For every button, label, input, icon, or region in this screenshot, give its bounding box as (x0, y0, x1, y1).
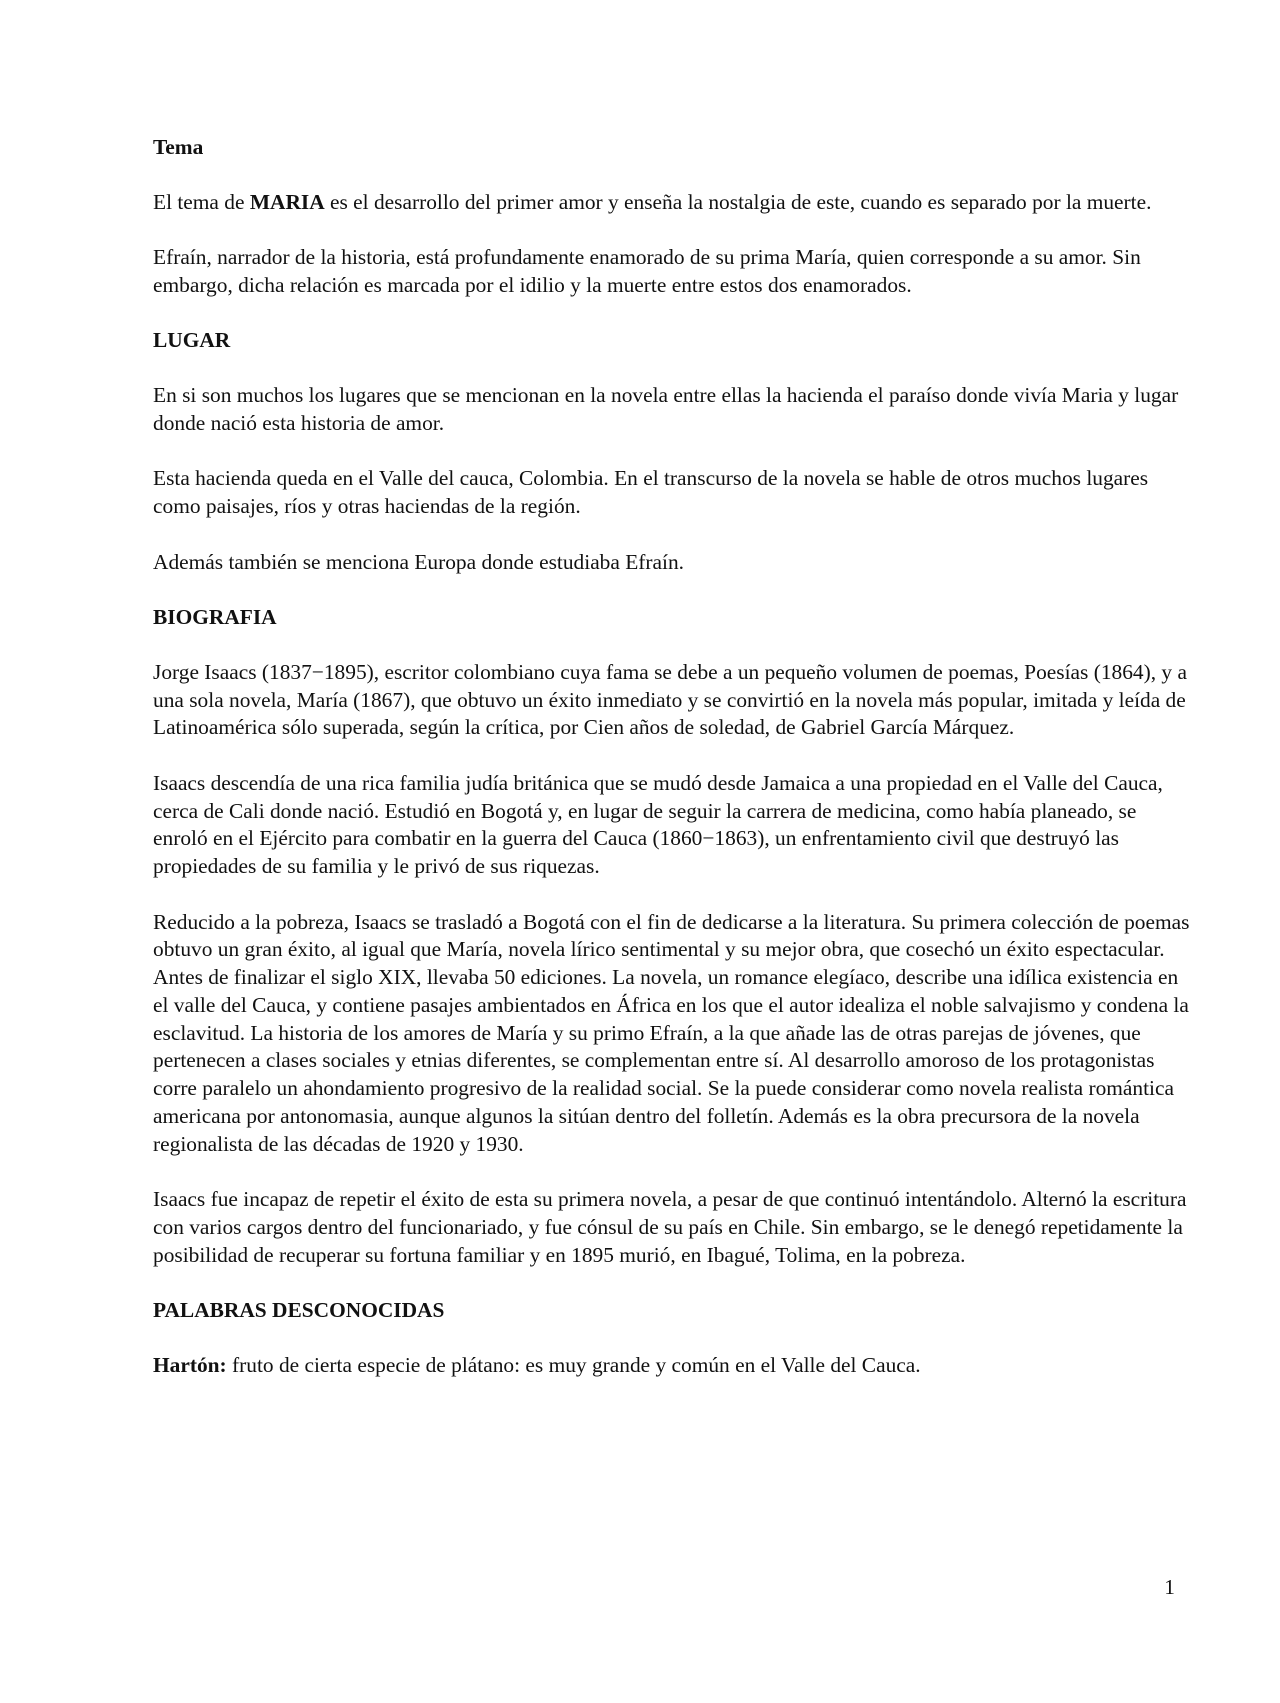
heading-tema: Tema (153, 135, 204, 159)
lugar-paragraph-1: En si son muchos los lugares que se mencionan en la novela entre ellas la hacienda el paraíso donde vivía Maria y lugar donde nació esta historia de amor. (153, 383, 1179, 435)
tema-paragraph-1 (153, 189, 1193, 217)
heading-biografia: BIOGRAFIA (153, 604, 277, 629)
heading-lugar: LUGAR (153, 328, 231, 353)
lugar-paragraph-2: Esta hacienda queda en el Valle del cauca, Colombia. En el transcurso de la novela se hable de otros muchos lugares como paisajes, ríos y otras haciendas de la región. (153, 466, 1149, 519)
tema-p1-text-before: El tema de (153, 189, 250, 214)
glossary-term: Hartón: (153, 1353, 227, 1378)
glossary-definition: fruto de cierta especie de plátano: es muy grande y común en el Valle del Cauca. (226, 1353, 921, 1378)
tema-paragraph-2: Efraín, narrador de la historia, está profundamente enamorado de su prima María, quien corresponde a su amor. Sin embargo, dicha relación es marcada por el idilio y la muerte entre estos dos enamorados. (153, 245, 1141, 297)
biografia-paragraph-2: Isaacs descendía de una rica familia judía británica que se mudó desde Jamaica a una propiedad en el Valle del Cauca, cerca de Cali donde nació. Estudió en Bogotá y, en lugar de seguir la carrera de medicina, como había planeado, se enroló en el Ejército para combatir en la guerra del Cauca (1860−1863), un enfrentamiento civil que destruyó las propiedades de su familia y le privó de sus riquezas. (153, 770, 1163, 879)
biografia-paragraph-3: Reducido a la pobreza, Isaacs se trasladó a Bogotá con el fin de dedicarse a la literatura. Su primera colección de poemas obtuvo un gran éxito, al igual que María, novela lírico sentimental y su mejor obra, que cosechó un éxito espectacular. Antes de finalizar el siglo XIX, llevaba 50 ediciones. La novela, un romance elegíaco, describe una idílica existencia en el valle del Cauca, y contiene pasajes ambientados en África en los que el autor idealiza el noble salvajismo y condena la esclavitud. La historia de los amores de María y su primo Efraín, a la que añade las de otras parejas de jóvenes, que pertenecen a clases sociales y etnias diferentes, se complementan entre sí. Al desarrollo amoroso de los protagonistas corre paralelo un ahondamiento progresivo de la realidad social. Se la puede considerar como novela realista romántica americana por antonomasia, aunque algunos la sitúan dentro del folletín. Además es la obra precursora de la novela regionalista de las décadas de 1920 y 1930. (153, 909, 1190, 1156)
heading-palabras-desconocidas: PALABRAS DESCONOCIDAS (153, 1298, 445, 1323)
tema-p1-text-after: es el desarrollo del primer amor y enseña la nostalgia de este, cuando es separado por la muerte. (324, 189, 1152, 214)
page-number: 1 (1164, 1575, 1175, 1599)
biografia-paragraph-1: Jorge Isaacs (1837−1895), escritor colombiano cuya fama se debe a un pequeño volumen de poemas, Poesías (1864), y a una sola novela, María (1867), que obtuvo un éxito inmediato y se convirtió en la novela más popular, imitada y leída de Latinoamérica sólo superada, según la crítica, por Cien años de soledad, de Gabriel García Márquez. (153, 659, 1187, 740)
tema-p1-title-maria: MARIA (249, 189, 325, 214)
document-page (153, 134, 1193, 1407)
biografia-paragraph-4: Isaacs fue incapaz de repetir el éxito de esta su primera novela, a pesar de que continuó intentándolo. Alternó la escritura con varios cargos dentro del funcionariado, y fue cónsul de su país en Chile. Sin embargo, se le denegó repetidamente la posibilidad de recuperar su fortuna familiar y en 1895 murió, en Ibagué, Tolima, en la pobreza. (153, 1187, 1187, 1267)
lugar-paragraph-3: Además también se menciona Europa donde estudiaba Efraín. (153, 549, 685, 574)
glossary-entry (153, 1352, 1193, 1380)
